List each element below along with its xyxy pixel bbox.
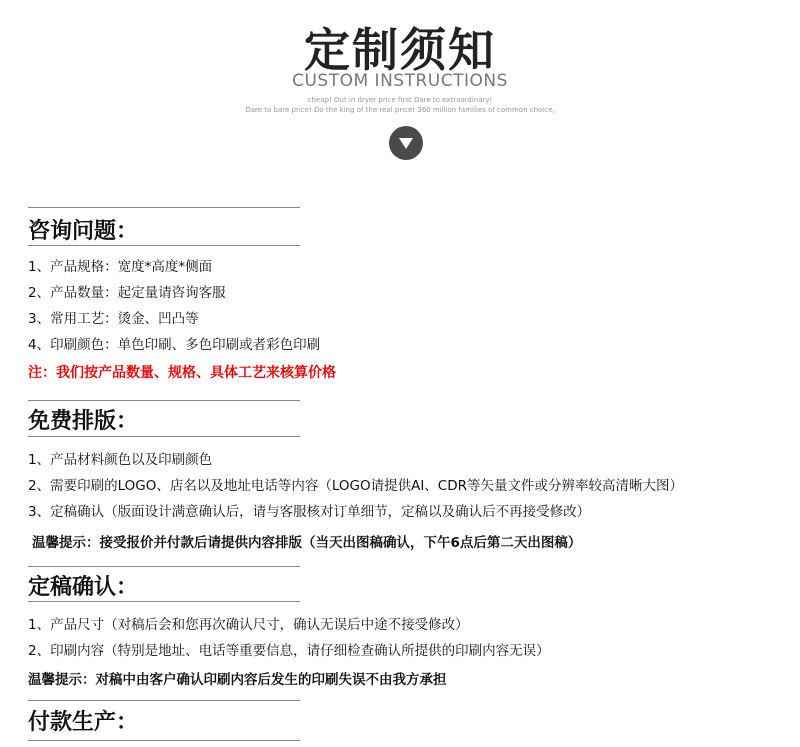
warm-tip: 温馨提示：对稿中由客户确认印刷内容后发生的印刷失误不由我方承担 [28,672,447,688]
price-note: 注：我们按产品数量、规格、具体工艺来核算价格 [28,365,336,381]
section-heading: 咨询问题： [28,219,139,244]
list-item: 1、产品尺寸（对稿后会和您再次确认尺寸，确认无误后中途不接受修改） [28,617,469,633]
divider [28,601,300,602]
divider [28,740,300,741]
divider [28,400,300,401]
divider [28,207,300,208]
divider [28,436,300,437]
tagline: Dare to bare price! Do the king of the real price! 360 million families of common choice, [245,106,555,114]
divider [28,245,300,246]
tagline: cheap! Out in dryer price first Dare to extraordinary! [307,96,493,104]
list-item: 1、产品材料颜色以及印刷颜色 [28,452,213,468]
section-heading: 免费排版： [28,409,139,434]
section-heading: 付款生产： [28,710,139,735]
list-item: 2、印刷内容（特别是地址、电话等重要信息，请仔细检查确认所提供的印刷内容无误） [28,643,550,659]
page-title: 定制须知 [304,23,496,77]
down-arrow-circle-icon [389,126,423,160]
page-subtitle: CUSTOM INSTRUCTIONS [292,71,508,91]
warm-tip: 温馨提示：接受报价并付款后请提供内容排版（当天出图稿确认，下午6点后第二天出图稿） [32,535,582,551]
list-item: 1、产品规格：宽度*高度*侧面 [28,259,213,275]
list-item: 4、印刷颜色：单色印刷、多色印刷或者彩色印刷 [28,337,321,353]
divider [28,566,300,567]
list-item: 2、产品数量：起定量请咨询客服 [28,285,226,301]
divider [28,700,300,701]
list-item: 2、需要印刷的LOGO、店名以及地址电话等内容（LOGO请提供AI、CDR等矢量文件或分辨率较高清晰大图） [28,478,684,494]
section-heading: 定稿确认： [28,575,139,600]
list-item: 3、常用工艺：烫金、凹凸等 [28,311,199,327]
list-item: 3、定稿确认（版面设计满意确认后，请与客服核对订单细节，定稿以及确认后不再接受修改） [28,504,591,520]
